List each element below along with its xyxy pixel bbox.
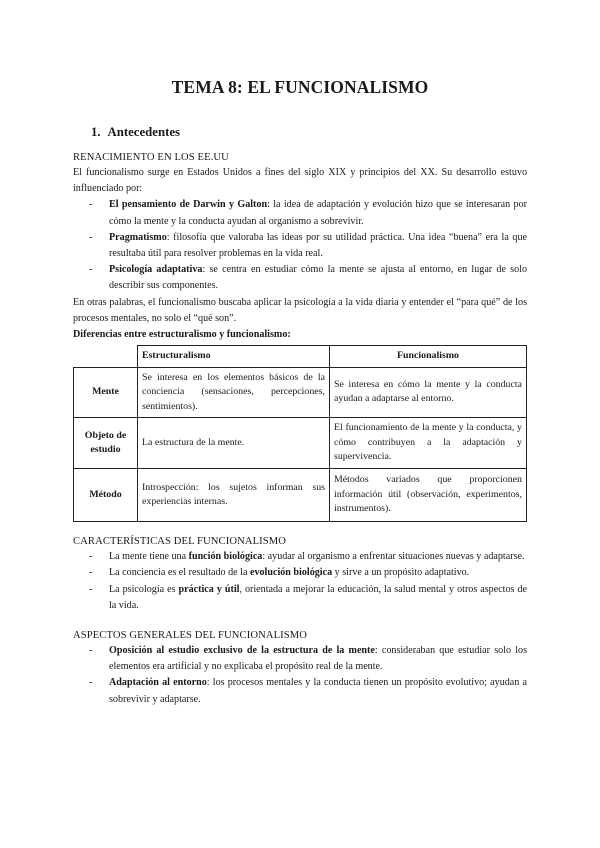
table-title: Diferencias entre estructuralismo y funcionalismo: xyxy=(73,329,291,341)
list-item xyxy=(73,643,527,675)
row-label: Objeto de estudio xyxy=(74,418,138,469)
dash-bullet: - xyxy=(89,645,93,657)
cell-estructuralismo: Se interesa en los elementos básicos de la conciencia (sensaciones, percepciones, sentimientos). xyxy=(138,367,330,418)
item-text: : los procesos mentales y la conducta tienen un propósito evolutivo; ayudan a sobrevivir y adaptarse. xyxy=(109,677,527,705)
subheading-caracteristicas: CARACTERÍSTICAS DEL FUNCIONALISMO xyxy=(73,536,287,548)
section-heading-text: Antecedentes xyxy=(107,125,180,139)
list-item xyxy=(73,675,527,707)
subheading-renacimiento: RENACIMIENTO EN LOS EE.UU xyxy=(73,152,229,163)
dash-bullet: - xyxy=(89,551,93,563)
list-item xyxy=(73,230,527,262)
list-item xyxy=(73,549,527,565)
dash-bullet: - xyxy=(89,231,93,243)
intro-paragraph: El funcionalismo surge en Estados Unidos a fines del siglo XIX y principios del XX. Su desarrollo estuvo influenciado por: xyxy=(73,167,527,195)
item-bold: evolución biológica xyxy=(249,567,333,579)
list-item xyxy=(73,262,527,294)
dash-bullet: - xyxy=(89,199,93,211)
item-text: : consideraban que estudiar solo los elementos era artificial y no explicaba el propósito real de la mente. xyxy=(109,645,527,673)
item-text: , orientada a mejorar la educación, la salud mental y otros aspectos de la vida. xyxy=(109,583,527,611)
item-text: La conciencia es el resultado de la xyxy=(109,567,250,579)
table-header-row xyxy=(74,346,527,368)
item-text: : ayudar al organismo a enfrentar situaciones nuevas y adaptarse. xyxy=(262,551,525,563)
dash-bullet: - xyxy=(89,677,93,689)
item-text: La mente tiene una xyxy=(109,551,189,563)
row-label: Método xyxy=(74,469,138,522)
influence-text: : filosofía que valoraba las ideas por su utilidad práctica. Una idea “buena” era la que resultaba útil para resolver problemas en la vida real. xyxy=(109,231,527,260)
cell-estructuralismo: Introspección: los sujetos informan sus experiencias internas. xyxy=(138,469,330,522)
item-bold: función biológica xyxy=(188,551,263,563)
section-heading-antecedentes xyxy=(91,123,527,141)
table-corner-cell xyxy=(74,346,138,368)
column-header-estructuralismo: Estructuralismo xyxy=(138,346,330,368)
item-bold: práctica y útil xyxy=(178,583,240,595)
page-title: TEMA 8: EL FUNCIONALISMO xyxy=(171,77,429,97)
influence-text: : la idea de adaptación y evolución hizo que se interesaran por cómo la mente y la conducta ayudan al organismo a sobrevivir. xyxy=(109,199,527,227)
influence-text: : se centra en estudiar cómo la mente se ajusta al entorno, en lugar de solo describir sus componentes. xyxy=(109,264,528,292)
list-item xyxy=(73,565,527,581)
influence-term: Pragmatismo xyxy=(109,231,167,243)
cell-funcionalismo: Se interesa en cómo la mente y la conducta ayudan a adaptarse al entorno. xyxy=(330,367,527,418)
list-item xyxy=(73,582,527,614)
subheading-aspectos: ASPECTOS GENERALES DEL FUNCIONALISMO xyxy=(73,630,308,642)
summary-paragraph: En otras palabras, el funcionalismo buscaba aplicar la psicología a la vida diaria y entender el “para qué” de los procesos mentales, no solo el “qué son”. xyxy=(73,296,527,324)
influences-list xyxy=(73,197,527,294)
table-row xyxy=(74,418,527,469)
item-bold: Adaptación al entorno xyxy=(109,677,207,689)
cell-funcionalismo: Métodos variados que proporcionen información útil (observación, experimentos, instrumentos). xyxy=(330,469,527,522)
influence-term: El pensamiento de Darwin y Galton xyxy=(109,199,268,211)
aspectos-list xyxy=(73,643,527,708)
item-text: y sirve a un propósito adaptativo. xyxy=(332,567,470,579)
table-row xyxy=(74,469,527,522)
cell-estructuralismo: La estructura de la mente. xyxy=(138,418,330,469)
cell-funcionalismo: El funcionamiento de la mente y la conducta, y cómo contribuyen a la adaptación y supervivencia. xyxy=(330,418,527,469)
section-number: 1. xyxy=(91,125,101,139)
caracteristicas-list xyxy=(73,549,527,614)
influence-term: Psicología adaptativa xyxy=(109,264,203,276)
comparison-table xyxy=(73,345,527,522)
item-bold: Oposición al estudio exclusivo de la estructura de la mente xyxy=(109,645,375,657)
dash-bullet: - xyxy=(89,583,93,595)
row-label: Mente xyxy=(74,367,138,418)
dash-bullet: - xyxy=(89,567,93,579)
table-row xyxy=(74,367,527,418)
list-item xyxy=(73,197,527,229)
item-text: La psicología es xyxy=(109,583,179,595)
dash-bullet: - xyxy=(89,264,93,276)
column-header-funcionalismo: Funcionalismo xyxy=(330,346,527,368)
